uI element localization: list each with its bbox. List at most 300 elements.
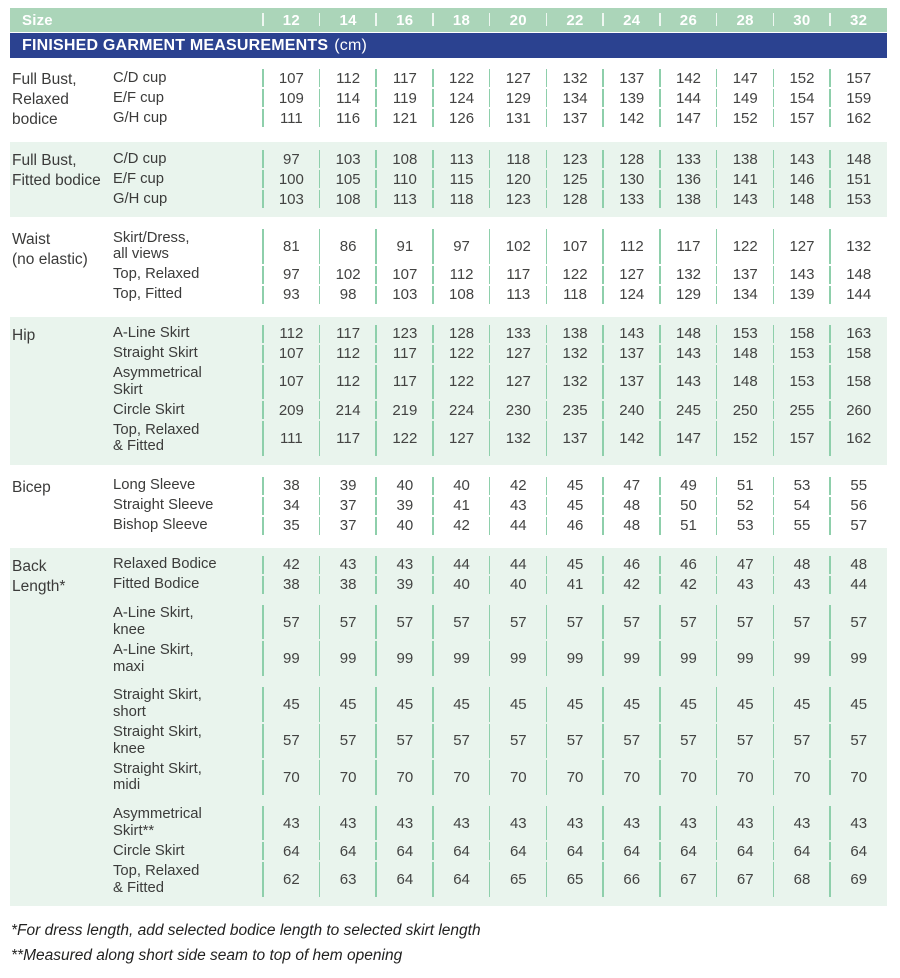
measurement-value: 137 xyxy=(603,68,660,88)
measurement-row xyxy=(113,496,887,516)
category-line: Full Bust, xyxy=(12,71,77,88)
measurement-value: 99 xyxy=(490,640,547,677)
row-label-line: midi xyxy=(113,777,141,794)
measurement-value: 99 xyxy=(433,640,490,677)
measurement-value: 68 xyxy=(774,861,831,898)
row-label-line: maxi xyxy=(113,658,145,675)
measurement-row-label xyxy=(113,88,263,108)
measurement-value: 117 xyxy=(320,324,377,344)
footnote-dress-length: *For dress length, add selected bodice length to selected skirt length xyxy=(11,921,481,939)
measurement-value: 56 xyxy=(830,496,887,516)
measurement-value: 148 xyxy=(717,344,774,364)
measurement-value: 46 xyxy=(603,555,660,575)
measurement-value: 111 xyxy=(263,108,320,128)
measurement-category-label xyxy=(10,228,113,305)
measurement-value: 147 xyxy=(660,420,717,457)
measurement-value: 99 xyxy=(660,640,717,677)
measurement-value: 111 xyxy=(263,420,320,457)
category-line: Relaxed xyxy=(12,91,69,108)
footnotes xyxy=(10,918,887,968)
measurement-value: 121 xyxy=(376,108,433,128)
measurement-value: 127 xyxy=(490,68,547,88)
measurement-value: 112 xyxy=(320,344,377,364)
measurement-row xyxy=(113,476,887,496)
measurement-value: 147 xyxy=(717,68,774,88)
measurement-value: 105 xyxy=(320,169,377,189)
measurement-value: 255 xyxy=(774,400,831,420)
row-label-line: Long Sleeve xyxy=(113,477,196,494)
measurement-value: 109 xyxy=(263,88,320,108)
measurement-value: 38 xyxy=(320,575,377,595)
measurement-value: 123 xyxy=(490,189,547,209)
measurement-rows xyxy=(113,555,887,898)
measurement-value: 124 xyxy=(433,88,490,108)
measurement-value: 139 xyxy=(774,285,831,305)
measurement-value: 122 xyxy=(376,420,433,457)
measurement-value: 132 xyxy=(660,265,717,285)
row-label-line: Top, Fitted xyxy=(113,286,183,303)
measurement-value: 119 xyxy=(376,88,433,108)
row-label-line: Straight Skirt, xyxy=(113,760,202,777)
measurement-value: 45 xyxy=(547,686,604,723)
measurement-value: 122 xyxy=(433,364,490,401)
measurement-value: 64 xyxy=(490,841,547,861)
measurement-value: 42 xyxy=(660,575,717,595)
measurement-value: 44 xyxy=(490,555,547,575)
measurement-value: 57 xyxy=(660,723,717,760)
measurement-value: 57 xyxy=(830,516,887,536)
category-line: Length* xyxy=(12,577,66,595)
measurement-value: 152 xyxy=(774,68,831,88)
measurement-value: 40 xyxy=(433,476,490,496)
measurement-value: 151 xyxy=(830,169,887,189)
measurement-value: 127 xyxy=(433,420,490,457)
measurement-value: 131 xyxy=(490,108,547,128)
measurement-value: 245 xyxy=(660,400,717,420)
measurement-value: 137 xyxy=(547,420,604,457)
measurement-value: 132 xyxy=(547,68,604,88)
size-column-header: 16 xyxy=(376,8,433,32)
measurement-value: 162 xyxy=(830,108,887,128)
measurement-value: 97 xyxy=(263,149,320,169)
measurement-value: 137 xyxy=(547,108,604,128)
row-label-line: Circle Skirt xyxy=(113,401,185,418)
measurement-value: 108 xyxy=(433,285,490,305)
row-label-line: E/F cup xyxy=(113,89,164,106)
measurement-category-label xyxy=(10,476,113,536)
measurement-value: 158 xyxy=(830,364,887,401)
measurement-value: 64 xyxy=(774,841,831,861)
row-label-line: Straight Skirt, xyxy=(113,724,202,741)
measurement-value: 46 xyxy=(660,555,717,575)
measurement-value: 57 xyxy=(490,723,547,760)
measurement-value: 41 xyxy=(433,496,490,516)
measurement-value: 81 xyxy=(263,228,320,265)
measurement-value: 43 xyxy=(717,575,774,595)
measurement-row xyxy=(113,189,887,209)
row-label-line: knee xyxy=(113,740,146,757)
measurement-value: 103 xyxy=(320,149,377,169)
measurement-value: 64 xyxy=(830,841,887,861)
measurement-value: 99 xyxy=(376,640,433,677)
measurement-row xyxy=(113,364,887,401)
measurement-value: 143 xyxy=(603,324,660,344)
measurement-value: 40 xyxy=(376,476,433,496)
measurement-value: 35 xyxy=(263,516,320,536)
measurement-value: 127 xyxy=(603,265,660,285)
category-line: Bicep xyxy=(12,478,51,496)
measurement-value: 133 xyxy=(660,149,717,169)
measurement-row xyxy=(113,516,887,536)
measurement-value: 66 xyxy=(603,861,660,898)
measurement-value: 134 xyxy=(717,285,774,305)
measurement-value: 45 xyxy=(320,686,377,723)
size-columns xyxy=(263,8,887,32)
measurement-value: 108 xyxy=(376,149,433,169)
measurement-value: 107 xyxy=(547,228,604,265)
measurement-value: 122 xyxy=(717,228,774,265)
measurement-value: 39 xyxy=(376,496,433,516)
measurement-value: 40 xyxy=(376,516,433,536)
category-line: Waist xyxy=(12,231,51,248)
measurement-row-label xyxy=(113,149,263,169)
measurement-value: 148 xyxy=(660,324,717,344)
measurement-value: 126 xyxy=(433,108,490,128)
measurement-value: 107 xyxy=(263,68,320,88)
measurement-value: 45 xyxy=(433,686,490,723)
measurement-rows xyxy=(113,149,887,209)
row-label-line: Top, Relaxed xyxy=(113,266,200,283)
measurement-value: 43 xyxy=(376,555,433,575)
measurement-value: 43 xyxy=(433,805,490,842)
measurement-value: 49 xyxy=(660,476,717,496)
measurement-value: 138 xyxy=(717,149,774,169)
measurement-value: 65 xyxy=(547,861,604,898)
measurement-value: 125 xyxy=(547,169,604,189)
measurement-value: 43 xyxy=(376,805,433,842)
measurement-value: 144 xyxy=(830,285,887,305)
measurement-value: 142 xyxy=(603,420,660,457)
measurement-value: 117 xyxy=(490,265,547,285)
measurement-row xyxy=(113,723,887,760)
measurement-value: 39 xyxy=(376,575,433,595)
row-label-line: C/D cup xyxy=(113,69,167,86)
size-column-header: 20 xyxy=(490,8,547,32)
measurement-value: 137 xyxy=(717,265,774,285)
table-title-unit: (cm) xyxy=(334,36,368,54)
row-label-line: knee xyxy=(113,622,146,639)
measurement-value: 91 xyxy=(376,228,433,265)
measurement-value: 99 xyxy=(320,640,377,677)
measurement-value: 44 xyxy=(433,555,490,575)
measurement-value: 70 xyxy=(433,759,490,796)
measurement-row-label xyxy=(113,68,263,88)
row-label-line: Circle Skirt xyxy=(113,842,185,859)
measurement-row xyxy=(113,324,887,344)
measurement-value: 112 xyxy=(320,364,377,401)
measurement-value: 127 xyxy=(490,344,547,364)
measurement-value: 209 xyxy=(263,400,320,420)
measurement-value: 148 xyxy=(830,265,887,285)
row-label-line: Top, Relaxed xyxy=(113,421,200,438)
measurement-value: 139 xyxy=(603,88,660,108)
measurement-value: 98 xyxy=(320,285,377,305)
measurement-value: 97 xyxy=(263,265,320,285)
row-label-line: Fitted Bodice xyxy=(113,576,200,593)
measurement-value: 107 xyxy=(263,344,320,364)
measurement-row-label xyxy=(113,841,263,861)
measurement-value: 41 xyxy=(547,575,604,595)
measurement-value: 137 xyxy=(603,344,660,364)
measurement-value: 153 xyxy=(774,364,831,401)
measurement-value: 103 xyxy=(263,189,320,209)
measurement-row xyxy=(113,640,887,677)
measurement-value: 34 xyxy=(263,496,320,516)
measurement-value: 143 xyxy=(774,265,831,285)
measurement-category-label xyxy=(10,149,113,209)
measurement-row xyxy=(113,420,887,457)
measurement-value: 143 xyxy=(660,344,717,364)
measurement-value: 107 xyxy=(263,364,320,401)
category-line: bodice xyxy=(12,111,58,128)
measurement-value: 136 xyxy=(660,169,717,189)
measurement-value: 45 xyxy=(830,686,887,723)
measurement-value: 86 xyxy=(320,228,377,265)
row-label-line: E/F cup xyxy=(113,170,164,187)
measurement-value: 47 xyxy=(603,476,660,496)
measurement-value: 43 xyxy=(490,805,547,842)
measurement-row-label xyxy=(113,496,263,516)
measurement-value: 158 xyxy=(774,324,831,344)
measurement-row xyxy=(113,841,887,861)
measurement-row-label xyxy=(113,575,263,595)
measurement-row-label xyxy=(113,400,263,420)
size-column-header: 24 xyxy=(603,8,660,32)
measurement-value: 162 xyxy=(830,420,887,457)
measurement-value: 47 xyxy=(717,555,774,575)
measurement-value: 260 xyxy=(830,400,887,420)
measurement-row-label xyxy=(113,805,263,842)
row-label-line: Asymmetrical xyxy=(113,365,202,382)
measurement-group xyxy=(10,317,887,465)
measurement-group xyxy=(10,142,887,217)
category-line: Full Bust, xyxy=(12,152,77,169)
measurement-value: 57 xyxy=(830,604,887,641)
table-title-banner xyxy=(10,33,887,58)
measurement-value: 45 xyxy=(547,496,604,516)
measurement-group xyxy=(10,221,887,313)
row-label-line: C/D cup xyxy=(113,150,167,167)
measurement-value: 57 xyxy=(660,604,717,641)
measurement-value: 152 xyxy=(717,420,774,457)
measurement-value: 148 xyxy=(717,364,774,401)
row-label-line: short xyxy=(113,704,146,721)
category-line: Fitted bodice xyxy=(12,172,101,189)
measurement-value: 113 xyxy=(490,285,547,305)
measurement-value: 118 xyxy=(490,149,547,169)
measurement-value: 48 xyxy=(830,555,887,575)
table-title: FINISHED GARMENT MEASUREMENTS xyxy=(22,36,329,54)
footnote-asymmetrical-skirt: **Measured along short side seam to top of hem opening xyxy=(11,946,403,964)
measurement-row xyxy=(113,265,887,285)
measurement-row-label xyxy=(113,265,263,285)
measurement-value: 99 xyxy=(263,640,320,677)
measurement-value: 43 xyxy=(263,805,320,842)
measurement-value: 43 xyxy=(603,805,660,842)
measurement-value: 43 xyxy=(717,805,774,842)
category-line: Back xyxy=(12,557,47,575)
measurement-value: 133 xyxy=(603,189,660,209)
measurement-row xyxy=(113,169,887,189)
measurement-value: 57 xyxy=(830,723,887,760)
measurement-value: 43 xyxy=(547,805,604,842)
measurement-value: 43 xyxy=(320,555,377,575)
measurement-value: 43 xyxy=(660,805,717,842)
measurement-row-label xyxy=(113,228,263,265)
measurement-value: 45 xyxy=(376,686,433,723)
measurement-value: 148 xyxy=(774,189,831,209)
measurement-row-label xyxy=(113,555,263,575)
size-column-header: 32 xyxy=(830,8,887,32)
measurement-category-label xyxy=(10,68,113,130)
measurement-value: 102 xyxy=(490,228,547,265)
measurement-row-label xyxy=(113,604,263,641)
measurement-row xyxy=(113,861,887,898)
measurement-row xyxy=(113,68,887,88)
measurement-value: 132 xyxy=(830,228,887,265)
measurement-value: 144 xyxy=(660,88,717,108)
measurement-value: 57 xyxy=(433,604,490,641)
measurement-row xyxy=(113,285,887,305)
size-column-header: 28 xyxy=(717,8,774,32)
measurement-row xyxy=(113,228,887,265)
measurement-row-label xyxy=(113,344,263,364)
measurement-value: 57 xyxy=(774,604,831,641)
measurement-value: 99 xyxy=(547,640,604,677)
measurement-value: 44 xyxy=(490,516,547,536)
measurement-value: 143 xyxy=(774,149,831,169)
measurement-value: 127 xyxy=(774,228,831,265)
measurement-value: 64 xyxy=(376,841,433,861)
measurement-group xyxy=(10,469,887,544)
measurement-row-label xyxy=(113,324,263,344)
category-line: Hip xyxy=(12,326,36,344)
measurement-value: 43 xyxy=(490,496,547,516)
measurement-row xyxy=(113,344,887,364)
measurement-value: 132 xyxy=(547,364,604,401)
measurement-value: 118 xyxy=(547,285,604,305)
measurement-value: 53 xyxy=(774,476,831,496)
measurement-value: 149 xyxy=(717,88,774,108)
measurement-value: 97 xyxy=(433,228,490,265)
measurement-value: 141 xyxy=(717,169,774,189)
measurement-value: 107 xyxy=(376,265,433,285)
measurement-value: 143 xyxy=(660,364,717,401)
measurement-value: 157 xyxy=(774,108,831,128)
measurement-value: 64 xyxy=(376,861,433,898)
measurement-value: 123 xyxy=(547,149,604,169)
measurement-value: 45 xyxy=(660,686,717,723)
measurement-value: 118 xyxy=(433,189,490,209)
measurement-value: 57 xyxy=(547,604,604,641)
measurement-value: 137 xyxy=(603,364,660,401)
measurement-row xyxy=(113,575,887,595)
row-label-line: all views xyxy=(113,246,169,263)
row-label-line: G/H cup xyxy=(113,109,168,126)
measurement-value: 132 xyxy=(490,420,547,457)
row-label-line: Bishop Sleeve xyxy=(113,517,208,534)
measurement-row-label xyxy=(113,285,263,305)
measurement-value: 57 xyxy=(263,604,320,641)
measurement-rows xyxy=(113,68,887,130)
measurement-value: 113 xyxy=(433,149,490,169)
measurement-value: 112 xyxy=(263,324,320,344)
measurement-value: 48 xyxy=(774,555,831,575)
measurement-row-label xyxy=(113,420,263,457)
measurement-row-label xyxy=(113,169,263,189)
measurement-value: 157 xyxy=(774,420,831,457)
measurement-value: 163 xyxy=(830,324,887,344)
measurement-row-label xyxy=(113,723,263,760)
measurement-row-label xyxy=(113,516,263,536)
measurement-row-label xyxy=(113,759,263,796)
measurement-row xyxy=(113,604,887,641)
measurement-value: 124 xyxy=(603,285,660,305)
measurement-value: 55 xyxy=(830,476,887,496)
measurement-value: 99 xyxy=(774,640,831,677)
measurement-value: 123 xyxy=(376,324,433,344)
measurement-value: 120 xyxy=(490,169,547,189)
measurement-value: 37 xyxy=(320,496,377,516)
measurement-value: 132 xyxy=(547,344,604,364)
measurement-value: 128 xyxy=(433,324,490,344)
measurement-value: 129 xyxy=(660,285,717,305)
measurement-value: 50 xyxy=(660,496,717,516)
measurement-value: 214 xyxy=(320,400,377,420)
measurement-value: 45 xyxy=(603,686,660,723)
measurement-value: 57 xyxy=(320,723,377,760)
measurement-value: 158 xyxy=(830,344,887,364)
measurement-value: 57 xyxy=(490,604,547,641)
measurement-value: 128 xyxy=(603,149,660,169)
measurement-value: 143 xyxy=(717,189,774,209)
measurement-value: 230 xyxy=(490,400,547,420)
measurement-value: 40 xyxy=(433,575,490,595)
measurement-value: 70 xyxy=(603,759,660,796)
measurement-value: 122 xyxy=(433,68,490,88)
measurement-value: 153 xyxy=(830,189,887,209)
measurement-value: 64 xyxy=(263,841,320,861)
measurement-value: 108 xyxy=(320,189,377,209)
measurement-value: 64 xyxy=(717,841,774,861)
measurement-value: 99 xyxy=(830,640,887,677)
measurement-value: 57 xyxy=(376,723,433,760)
measurement-value: 152 xyxy=(717,108,774,128)
measurement-value: 57 xyxy=(263,723,320,760)
measurement-group xyxy=(10,61,887,138)
measurement-value: 138 xyxy=(547,324,604,344)
measurement-value: 115 xyxy=(433,169,490,189)
measurement-value: 70 xyxy=(490,759,547,796)
measurement-value: 146 xyxy=(774,169,831,189)
measurement-value: 51 xyxy=(717,476,774,496)
measurement-row-label xyxy=(113,189,263,209)
measurement-value: 129 xyxy=(490,88,547,108)
measurement-row xyxy=(113,759,887,796)
measurement-value: 70 xyxy=(717,759,774,796)
measurement-row xyxy=(113,686,887,723)
row-label-line: Straight Skirt xyxy=(113,345,198,362)
